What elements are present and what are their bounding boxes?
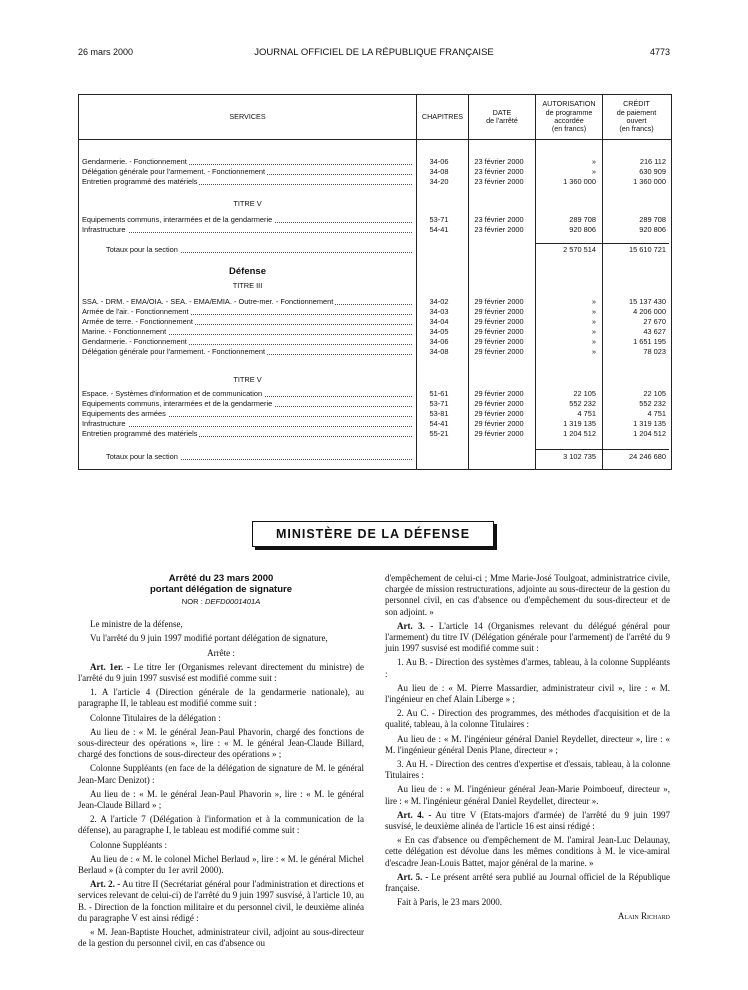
- table-row: [79, 215, 671, 225]
- autorisation-cell: »: [591, 157, 596, 166]
- paragraph: Colonne Titulaires de la délégation :: [90, 712, 221, 723]
- table-row: [79, 177, 671, 187]
- service-cell: Délégation générale pour l'armement. - Fonctionnement: [82, 347, 412, 357]
- service-cell: Gendarmerie. - Fonctionnement: [82, 337, 412, 347]
- totals-row: [79, 452, 671, 462]
- paragraph: « En cas d'absence ou d'empêchement de M. l'amiral Jean-Luc Delaunay, cette délégation est dévolue dans les mêmes conditions à M. le vice-amiral d'escadre Jean-Louis Battet, major général de la marine. »: [385, 835, 670, 868]
- total-autorisation: 3 102 735: [563, 452, 596, 461]
- table-row: [79, 399, 671, 409]
- paragraph: « M. Jean-Baptiste Houchet, administrateur civil, adjoint au sous-directeur de la gestion du personnel civil, en cas d'absence ou: [78, 927, 364, 949]
- service-cell: Infrastructure: [82, 419, 412, 429]
- article-2: Art. 2. - Au titre II (Secrétariat général pour l'administration et directions et services relevant de celui-ci) de l'arrêté du 9 juin 1997 susvisé, à l'article 10, au B. - Direction de la fonction militaire et du personnel civil, le deuxième alinéa du paragraphe V est ainsi rédigé :: [78, 879, 364, 923]
- paragraph: 2. A l'article 7 (Délégation à l'information et à la communication de la défense), au paragraphe I, le tableau est modifié comme suit :: [78, 814, 364, 836]
- service-cell: Entretien programmé des matériels: [82, 177, 412, 187]
- credit-cell: 4 206 000: [633, 307, 666, 316]
- credit-cell: 289 708: [639, 215, 666, 224]
- chapitre-cell: 34-03: [429, 307, 449, 316]
- totals-label: Totaux pour la section: [106, 452, 412, 462]
- header-journal-title: JOURNAL OFFICIEL DE LA RÉPUBLIQUE FRANÇAISE: [254, 47, 494, 58]
- paragraph: Vu l'arrêté du 9 juin 1997 modifié portant délégation de signature,: [90, 633, 328, 644]
- autorisation-cell: »: [591, 337, 596, 346]
- credit-cell: 552 232: [639, 399, 666, 408]
- totals-row: [79, 245, 671, 255]
- paragraph: 3. Au H. - Direction des centres d'expertise et d'essais, tableau, à la colonne Titulaires :: [385, 759, 670, 781]
- paragraph: Au lieu de : « M. le général Jean-Paul Phavorin, chargé des fonctions de sous-directeur des opérations », lire : « M. le général Jean-Claude Billard, chargé des fonctions de sous-directeur des opérations » ;: [78, 726, 364, 760]
- service-cell: Infrastructure: [82, 225, 412, 235]
- date-cell: 29 février 2000: [474, 307, 524, 316]
- totals-label: Totaux pour la section: [106, 245, 412, 255]
- date-cell: 29 février 2000: [474, 429, 524, 438]
- chapitre-cell: 54-41: [429, 225, 449, 234]
- credit-cell: 78 023: [643, 347, 666, 356]
- chapitre-cell: 53-71: [429, 215, 449, 224]
- date-cell: 29 février 2000: [474, 317, 524, 326]
- credit-cell: 27 670: [643, 317, 666, 326]
- header-date: 26 mars 2000: [78, 47, 134, 57]
- chapitre-cell: 53-81: [429, 409, 449, 418]
- chapitre-cell: 34-08: [429, 167, 449, 176]
- col-header-chapitres: CHAPITRES: [421, 111, 464, 121]
- date-cell: 29 février 2000: [474, 327, 524, 336]
- table-row: [79, 167, 671, 177]
- decree-subtitle: portant délégation de signature: [150, 584, 292, 595]
- header-separator: [79, 139, 671, 140]
- total-rule: [536, 449, 669, 450]
- chapitre-cell: 34-02: [429, 297, 449, 306]
- date-cell: 29 février 2000: [474, 419, 524, 428]
- table-row: [79, 317, 671, 327]
- autorisation-cell: »: [591, 347, 596, 356]
- date-cell: 29 février 2000: [474, 337, 524, 346]
- paragraph: Au lieu de : « M. le général Jean-Paul Phavorin », lire : « M. le général Jean-Claude Billard » ;: [78, 788, 364, 811]
- date-cell: 23 février 2000: [474, 177, 524, 186]
- autorisation-cell: 920 806: [569, 225, 596, 234]
- credit-cell: 15 137 430: [629, 297, 666, 306]
- decree-left-column: [78, 573, 364, 952]
- date-cell: 29 février 2000: [474, 297, 524, 306]
- autorisation-cell: 289 708: [569, 215, 596, 224]
- table-row: [79, 429, 671, 439]
- service-cell: SSA. - DRM. - EMA/OIA. - SEA. - EMA/EMIA. - Outre-mer. - Fonctionnement: [82, 297, 412, 307]
- paragraph: 2. Au C. - Direction des programmes, des méthodes d'acquisition et de la qualité, tableau, à la colonne Titulaires :: [385, 708, 670, 730]
- date-cell: 29 février 2000: [474, 409, 524, 418]
- chapitre-cell: 34-08: [429, 347, 449, 356]
- table-row: [79, 327, 671, 337]
- chapitre-cell: 34-05: [429, 327, 449, 336]
- nor-reference: NOR : DEFD0001401A: [181, 597, 261, 606]
- autorisation-cell: 1 319 135: [563, 419, 596, 428]
- autorisation-cell: 4 751: [577, 409, 596, 418]
- table-row: [79, 307, 671, 317]
- paragraph: 1. A l'article 4 (Direction générale de la gendarmerie nationale), au paragraphe II, le tableau est modifié comme suit :: [78, 687, 364, 709]
- date-cell: 23 février 2000: [474, 167, 524, 176]
- credit-cell: 630 909: [639, 167, 666, 176]
- credit-cell: 1 360 000: [633, 177, 666, 186]
- chapitre-cell: 34-20: [429, 177, 449, 186]
- autorisation-cell: 1 360 000: [563, 177, 596, 186]
- article-3: Art. 3. - L'article 14 (Organismes relevant du délégué général pour l'armement) du titre IV (Délégation générale pour l'armement) de l'arrêté du 9 juin 1997 susvisé est modifié comme suit :: [385, 620, 671, 654]
- chapitre-cell: 34-06: [429, 157, 449, 166]
- section-titre-v: TITRE V: [233, 375, 262, 384]
- credit-cell: 1 204 512: [633, 429, 666, 438]
- paragraph: Le ministre de la défense,: [90, 619, 183, 630]
- paragraph: Au lieu de : « M. l'ingénieur général Daniel Reydellet, directeur », lire : « M. l'ingénieur général Denis Plane, directeur » ;: [385, 733, 670, 755]
- autorisation-cell: »: [591, 297, 596, 306]
- section-titre-iii: TITRE III: [232, 281, 263, 290]
- section-defense: Défense: [229, 266, 266, 277]
- article-5: Art. 5. - Le présent arrêté sera publié au Journal officiel de la République française.: [385, 871, 671, 894]
- service-cell: Espace. - Systèmes d'information et de communication: [82, 389, 412, 399]
- autorisation-cell: 1 204 512: [563, 429, 596, 438]
- service-cell: Equipements des armées: [82, 409, 412, 419]
- paragraph: Arrête :: [207, 647, 235, 658]
- header-page-number: 4773: [649, 47, 670, 57]
- table-row: [79, 157, 671, 167]
- chapitre-cell: 54-41: [429, 419, 449, 428]
- section-titre-v: TITRE V: [233, 199, 262, 208]
- ministry-heading: MINISTÈRE DE LA DÉFENSE: [252, 521, 494, 547]
- table-row: [79, 225, 671, 235]
- date-cell: 29 février 2000: [474, 389, 524, 398]
- paragraph: Au lieu de : « M. l'ingénieur général Jean-Marie Poimboeuf, directeur », lire : « M. l'ingénieur général Daniel Reydellet, directeur ».: [385, 784, 670, 806]
- autorisation-cell: 22 105: [573, 389, 596, 398]
- table-row: [79, 347, 671, 357]
- date-cell: 23 février 2000: [474, 225, 524, 234]
- chapitre-cell: 34-04: [429, 317, 449, 326]
- autorisation-cell: 552 232: [569, 399, 596, 408]
- paragraph: Au lieu de : « M. le colonel Michel Berlaud », lire : « M. le général Michel Berlaud » (à compter du 1er avril 2000).: [78, 853, 364, 876]
- autorisation-cell: »: [591, 327, 596, 336]
- service-cell: Délégation générale pour l'armement. - Fonctionnement: [82, 167, 412, 177]
- service-cell: Armée de terre. - Fonctionnement: [82, 317, 412, 327]
- chapitre-cell: 51-61: [429, 389, 449, 398]
- article-1: Art. 1er. - Le titre Ier (Organismes relevant directement du ministre) de l'arrêté du 9 juin 1997 susvisé est modifié comme suit :: [78, 661, 365, 684]
- total-autorisation: 2 570 514: [563, 245, 596, 254]
- table-row: [79, 419, 671, 429]
- paragraph: 1. Au B. - Direction des systèmes d'armes, tableau, à la colonne Suppléants :: [385, 657, 670, 679]
- table-row: [79, 337, 671, 347]
- paragraph: d'empêchement de celui-ci ; Mme Marie-José Toulgoat, administratrice civile, chargée de mission restructurations, adjointe au sous-directeur de la gestion du personnel civil, en cas d'absence ou d'empêchement du sous-directeur et de son adjoint. »: [385, 573, 670, 617]
- credit-cell: 920 806: [639, 225, 666, 234]
- service-cell: Marine. - Fonctionnement: [82, 327, 412, 337]
- service-cell: Gendarmerie. - Fonctionnement: [82, 157, 412, 167]
- service-cell: Armée de l'air. - Fonctionnement: [82, 307, 412, 317]
- autorisation-cell: »: [591, 167, 596, 176]
- col-header-date: DATE de l'arrêté: [486, 107, 518, 125]
- paragraph: Colonne Suppléants :: [90, 839, 167, 850]
- budget-table: [78, 94, 672, 470]
- service-cell: Equipements communs, interarmées et de la gendarmerie: [82, 399, 412, 409]
- date-cell: 23 février 2000: [474, 157, 524, 166]
- credit-cell: 43 627: [643, 327, 666, 336]
- credit-cell: 216 112: [639, 157, 666, 166]
- autorisation-cell: »: [591, 307, 596, 316]
- paragraph: Colonne Suppléants (en face de la délégation de signature de M. le général Jean-Marc Denizot) :: [78, 763, 364, 785]
- service-cell: Entretien programmé des matériels: [82, 429, 412, 439]
- date-cell: 29 février 2000: [474, 399, 524, 408]
- decree-title: Arrêté du 23 mars 2000: [168, 573, 274, 584]
- col-header-credit: CRÉDIT de paiement ouvert (en francs): [616, 99, 657, 134]
- table-row: [79, 409, 671, 419]
- col-header-autorisation: AUTORISATION de programme accordée (en francs): [542, 99, 596, 134]
- chapitre-cell: 34-06: [429, 337, 449, 346]
- col-header-services: SERVICES: [229, 111, 266, 121]
- total-credit: 24 246 680: [629, 452, 666, 461]
- nor-code: DEFD0001401A: [204, 597, 261, 606]
- credit-cell: 1 651 195: [633, 337, 666, 346]
- credit-cell: 22 105: [643, 389, 666, 398]
- total-rule: [536, 243, 669, 244]
- chapitre-cell: 53-71: [429, 399, 449, 408]
- service-cell: Equipements communs, interarmées et de la gendarmerie: [82, 215, 412, 225]
- paragraph: Au lieu de : « M. Pierre Massardier, administrateur civil », lire : « M. l'ingénieur en chef Alain Liberge » ;: [385, 682, 670, 705]
- credit-cell: 4 751: [647, 409, 666, 418]
- credit-cell: 1 319 135: [633, 419, 666, 428]
- autorisation-cell: »: [591, 317, 596, 326]
- table-row: [79, 389, 671, 399]
- signature: Alain Richard: [617, 911, 670, 922]
- date-cell: 23 février 2000: [474, 215, 524, 224]
- total-credit: 15 610 721: [629, 245, 666, 254]
- article-4: Art. 4. - Au titre V (Etats-majors d'armée) de l'arrêté du 9 juin 1997 susvisé, le deuxième alinéa de l'article 16 est ainsi rédigé :: [385, 809, 670, 832]
- page-header: [78, 47, 670, 61]
- decree-right-column: [385, 573, 670, 923]
- table-row: [79, 297, 671, 307]
- chapitre-cell: 55-21: [429, 429, 449, 438]
- date-cell: 29 février 2000: [474, 347, 524, 356]
- paragraph: Fait à Paris, le 23 mars 2000.: [397, 897, 502, 908]
